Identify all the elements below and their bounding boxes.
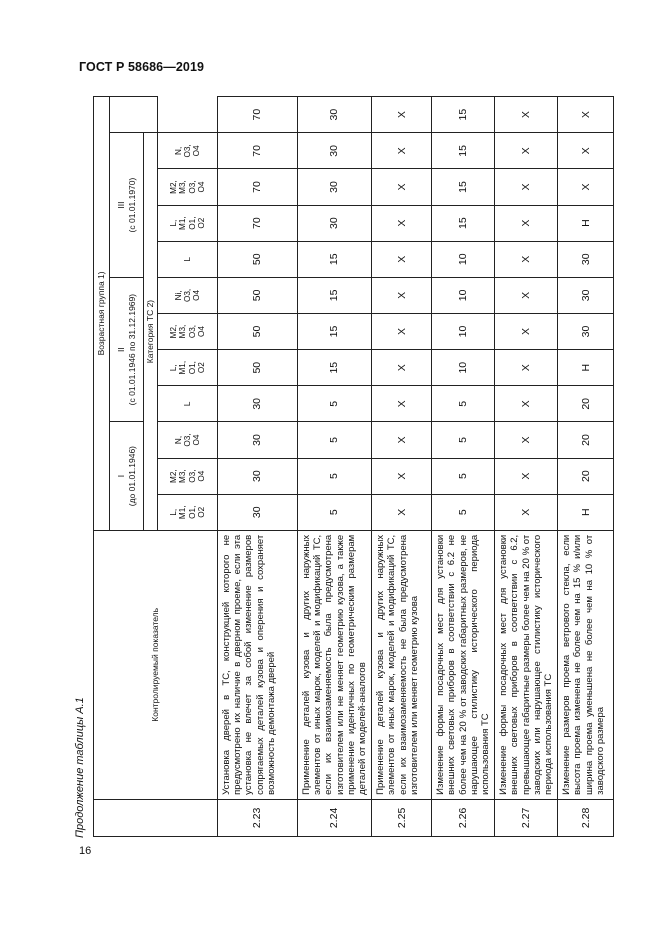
value-cell: X [558,97,614,133]
category-label: O4 [196,470,206,482]
group-header: III (с 01.01.1970) [110,133,144,278]
row-number: 2.23 [218,799,298,836]
value-cell: 15 [432,205,495,241]
value-cell: 5 [432,458,495,494]
value-cell: X [372,494,432,530]
group-header: I (до 01.01.1946) [110,422,144,530]
category-label: M3, [178,180,188,194]
document-code: ГОСТ Р 58686—2019 [79,60,205,74]
category-label: M2, [169,180,179,194]
group-header: II (с 01.01.1946 по 31.12.1969) [110,277,144,422]
value-cell: X [372,350,432,386]
row-number-header [94,799,218,836]
value-cell: 10 [432,277,495,313]
category-header: Категория ТС 2) [144,133,158,531]
value-cell: Н [558,350,614,386]
value-cell: 20 [558,386,614,422]
value-cell: 30 [218,494,298,530]
category-label: M3, [178,469,188,483]
category-cell [158,277,218,313]
category-label: L, [169,219,179,227]
table-row [218,97,298,837]
category-label: M2, [169,469,179,483]
value-cell: 50 [218,313,298,349]
category-label: O2 [196,506,206,518]
category-cell [158,169,218,205]
category-label: M1, [178,505,188,520]
value-cell: 30 [558,313,614,349]
category-cell [158,241,218,277]
row-number: 2.26 [432,799,495,836]
value-cell: X [495,133,558,169]
value-cell: 5 [432,386,495,422]
indicator-text: Изменение формы посадочных мест для установки внешних световых приборов в соответствии с 6.2, превышающее габаритные размеры более чем на 20 % от заводских или нарушающее стилистику исторического периода использования ТС [495,530,558,799]
indicator-text: Применение деталей кузова и других наружных элементов от иных марок, моделей и модификаций ТС, если их взаимозаменяемость была предусмотрена изготовителем или не меняет геометрию кузова, а также применение идентичных по геометрическим размерам деталей от моделей-аналогов [298,530,372,799]
value-cell: 5 [298,386,372,422]
value-cell: X [495,350,558,386]
value-cell: 15 [432,97,495,133]
value-cell: 70 [218,97,298,133]
value-cell: X [495,386,558,422]
category-label: L [182,401,192,407]
value-cell: 70 [218,205,298,241]
value-cell: X [372,133,432,169]
value-cell: X [372,422,432,458]
value-cell: 5 [432,494,495,530]
value-cell: X [372,205,432,241]
value-cell: X [372,97,432,133]
table-row [495,97,558,837]
value-cell: 15 [298,313,372,349]
category-label: L, [169,508,179,516]
category-label: O2 [196,217,206,229]
row-number: 2.25 [372,799,432,836]
rotated-table-container [93,96,606,837]
value-cell: 5 [298,458,372,494]
value-cell: 30 [558,277,614,313]
category-cell [158,422,218,458]
value-cell: X [495,241,558,277]
category-label: M1, [178,360,188,375]
category-label: O3, [187,324,197,339]
category-label: O4 [192,289,201,301]
value-cell: X [495,277,558,313]
value-cell: 15 [298,241,372,277]
empty-header-cell [110,97,158,133]
value-cell: Н [558,494,614,530]
table-caption: Продолжение таблицы А.1 [74,697,86,838]
value-cell: 50 [218,241,298,277]
value-cell: 70 [218,133,298,169]
value-cell: 15 [298,350,372,386]
value-cell: 30 [298,97,372,133]
value-cell: 5 [298,422,372,458]
category-label: N, [173,146,183,155]
value-cell: X [372,313,432,349]
category-label: M1, [178,216,188,230]
value-cell: 15 [432,169,495,205]
category-label: O3, [187,469,197,483]
table-row [558,97,614,837]
indicator-text: Изменение формы посадочных мест для установки внешних световых приборов в соответствии с 6.2 не более чем на 20 % от заводских габаритных размеров, не нарушающее стилистику исторического периода использования ТС [432,530,495,799]
value-cell: 5 [298,494,372,530]
category-cell [158,205,218,241]
value-cell: X [495,494,558,530]
row-number: 2.28 [558,799,614,836]
value-cell: 15 [298,277,372,313]
category-label: O3, [187,180,197,194]
value-cell: X [495,205,558,241]
category-label: O4 [196,181,206,193]
category-label: M3, [178,324,188,339]
category-label: L, [169,364,179,372]
value-cell: X [558,169,614,205]
page-number: 16 [79,845,92,857]
category-label: O1, [187,216,197,230]
value-cell: X [495,97,558,133]
value-cell: 30 [298,205,372,241]
row-number: 2.27 [495,799,558,836]
category-cell [158,313,218,349]
table-row [432,97,495,837]
value-cell: 50 [218,277,298,313]
value-cell: X [558,133,614,169]
category-label: O4 [196,326,206,338]
value-cell: 30 [298,169,372,205]
value-cell: X [372,458,432,494]
value-cell: 10 [432,350,495,386]
category-label: O3, [182,288,192,302]
table-row [372,97,432,837]
value-cell: X [495,313,558,349]
category-label: M2, [169,324,179,339]
value-cell: X [495,422,558,458]
value-cell: X [372,169,432,205]
category-label: O2 [196,362,206,374]
category-label: N, [173,435,183,445]
category-cell [158,350,218,386]
value-cell: Н [558,205,614,241]
category-label: O4 [192,145,201,157]
age-group-header: Возрастная группа 1) [94,97,110,531]
value-cell: X [495,169,558,205]
indicator-text: Применение деталей кузова и других наружных элементов от иных марок, моделей и модификаций ТС, если их взаимозаменяемость не была предусмотрена изготовителем или меняет геометрию кузова [372,530,432,799]
category-cell [158,386,218,422]
category-label: O1, [187,361,197,375]
value-cell: 15 [432,133,495,169]
indicator-header: Контролируемый показатель [94,530,218,799]
table-row [298,97,372,837]
indicator-text: Установка дверей в ТС, конструкцией которого не предусмотрено их наличие в дверном проеме, если эта установка не влечет за собой изменение размеров сопрягаемых деталей кузова и оперения и сохраняет возможность демонтажа дверей [218,530,298,799]
value-cell: X [372,241,432,277]
value-cell: 30 [218,386,298,422]
requirements-table [93,96,614,837]
value-cell: 50 [218,350,298,386]
value-cell: 30 [298,133,372,169]
category-label: O3, [182,144,192,158]
value-cell: 30 [218,422,298,458]
category-label: O3, [182,433,192,447]
value-cell: X [372,386,432,422]
value-cell: X [495,458,558,494]
value-cell: 30 [218,458,298,494]
value-cell: 10 [432,313,495,349]
category-cell [158,458,218,494]
category-label: Ni, [173,290,183,301]
category-cell [158,494,218,530]
value-cell: 20 [558,422,614,458]
value-cell: 5 [432,422,495,458]
value-cell: X [372,277,432,313]
row-number: 2.24 [298,799,372,836]
value-cell: 10 [432,241,495,277]
category-label: L [182,256,192,262]
category-label: O4 [192,434,201,446]
indicator-text: Изменение размеров проема ветрового стекла, если высота проема изменена не более чем на 15 % и/или ширина проема уменьшена не более чем на 10 % от заводского размера [558,530,614,799]
value-cell: 70 [218,169,298,205]
value-cell: 20 [558,458,614,494]
category-label: O1, [187,505,197,519]
category-cell [158,133,218,169]
value-cell: 30 [558,241,614,277]
